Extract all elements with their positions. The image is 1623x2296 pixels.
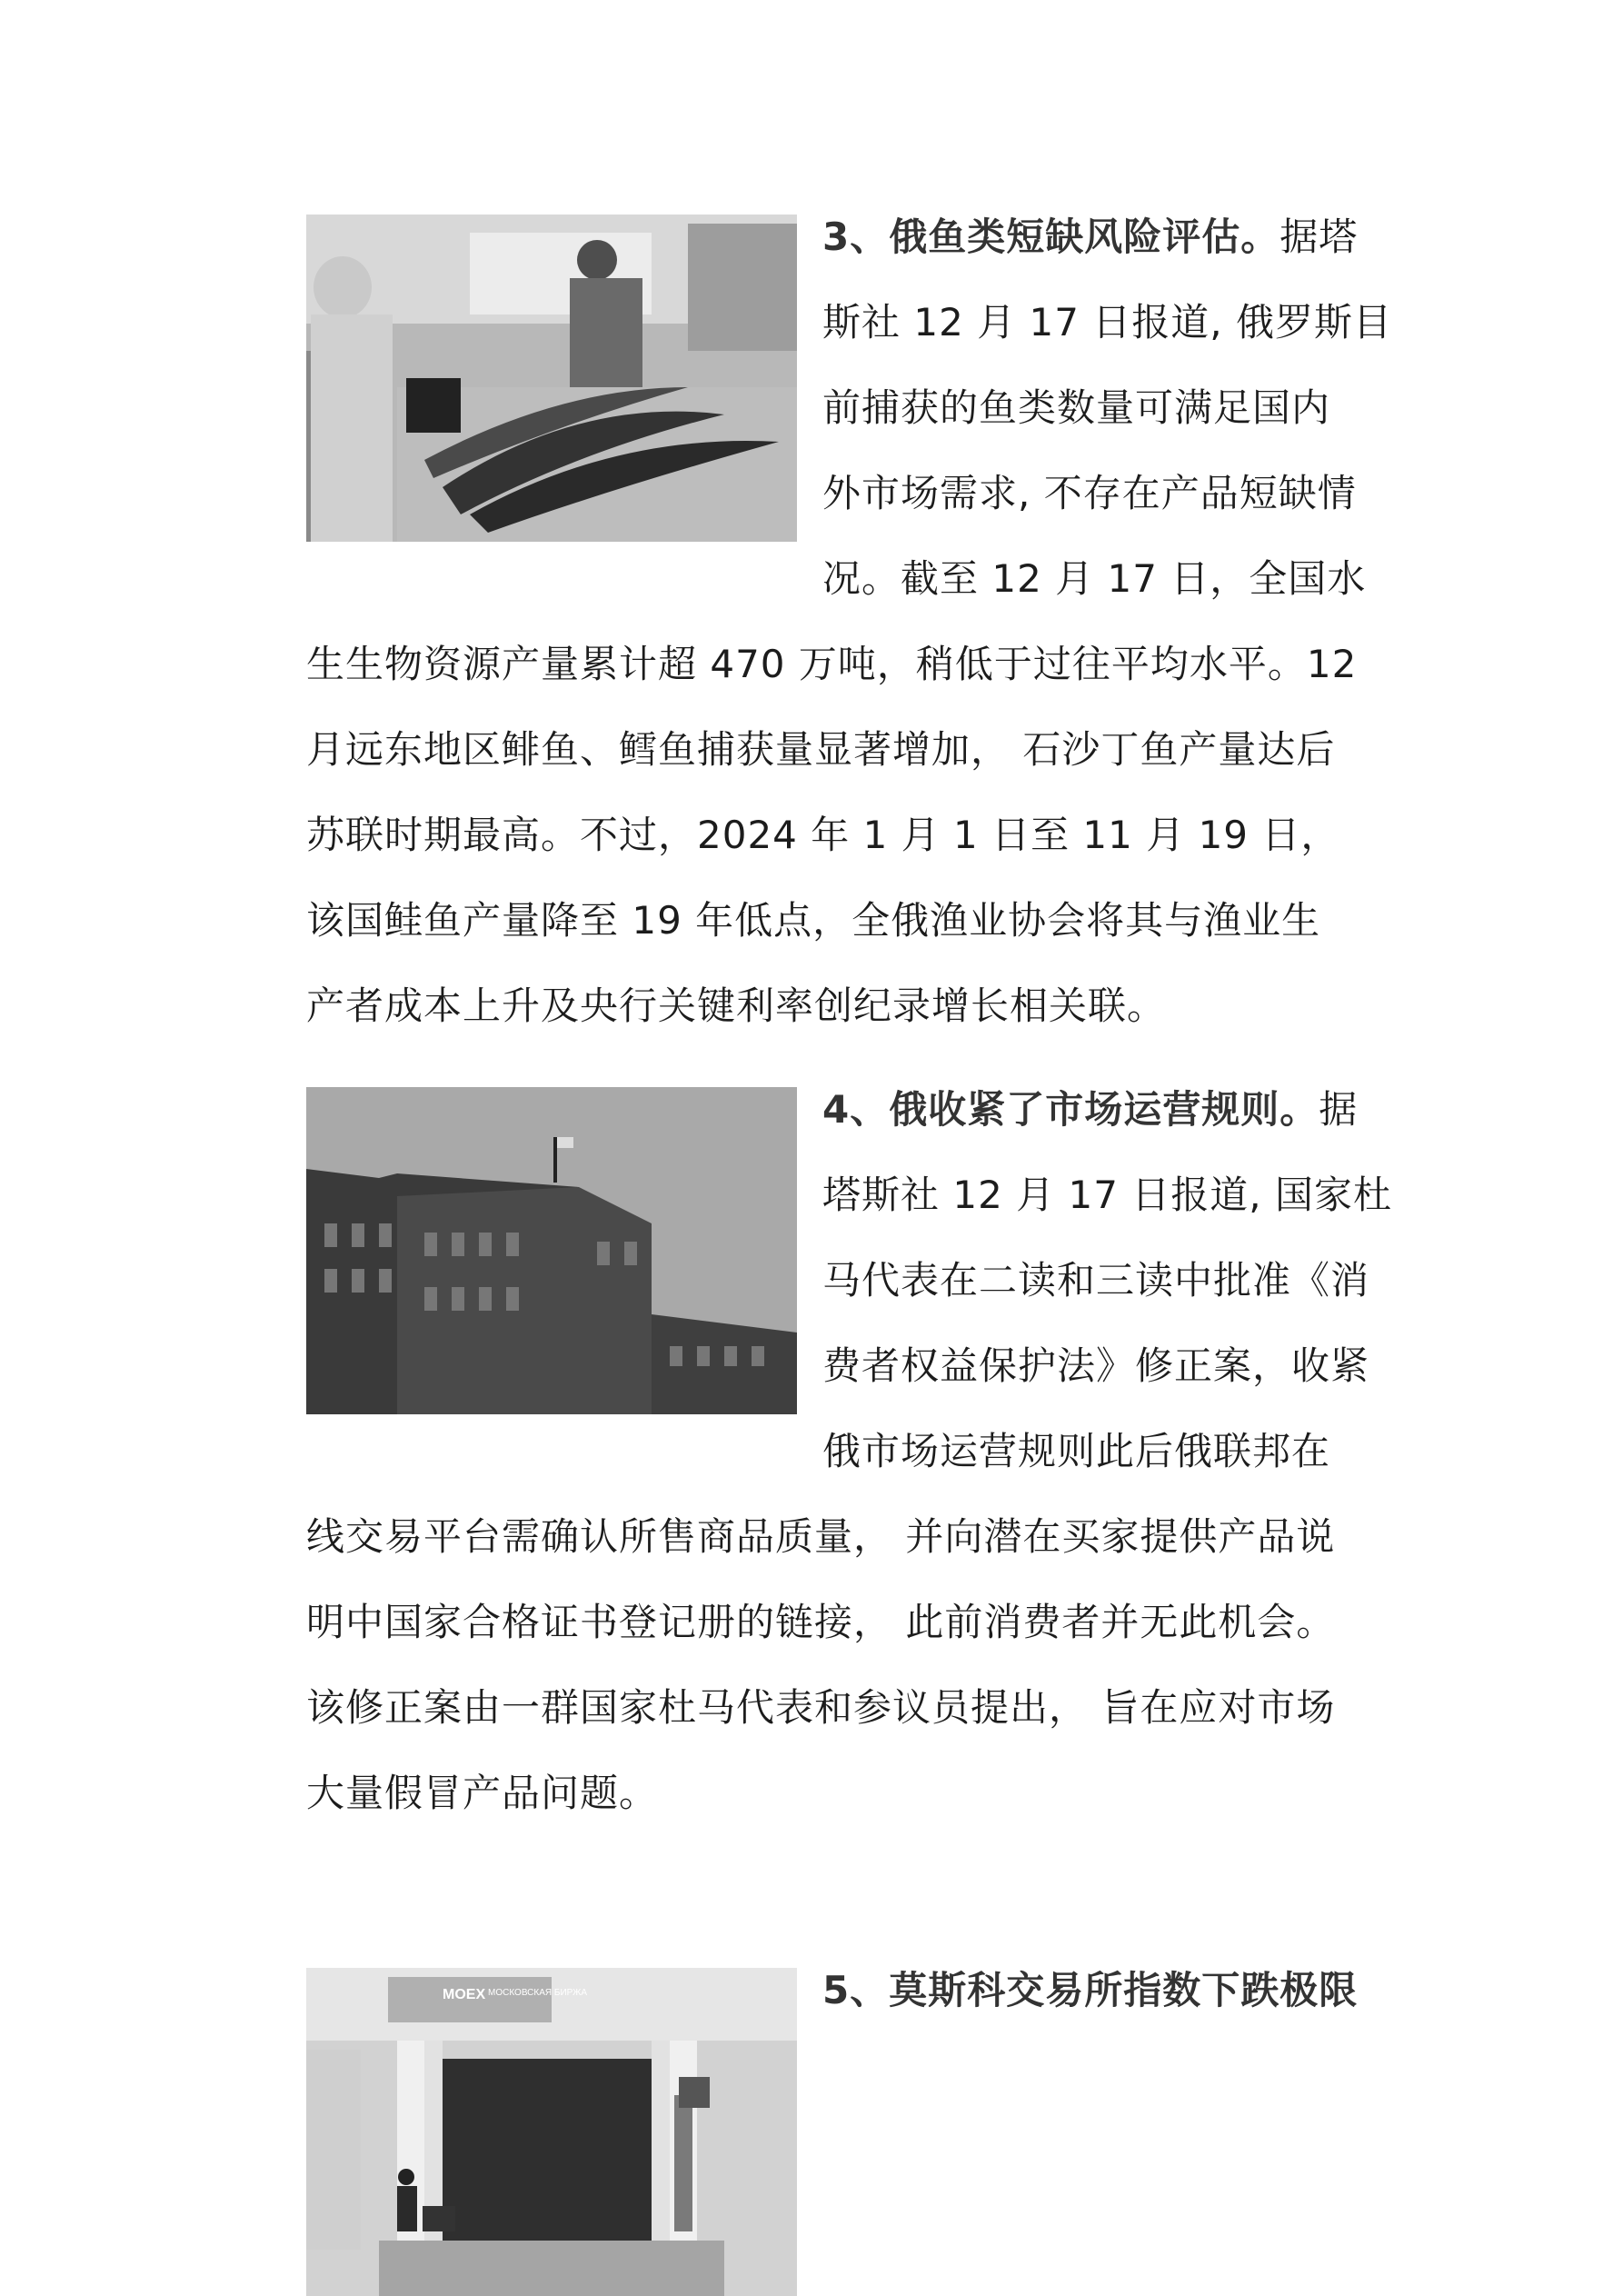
- section4-line: 马代表在二读和三读中批准《消: [822, 1258, 1370, 1303]
- section4-heading-text: 4、俄收紧了市场运营规则。: [822, 1087, 1319, 1132]
- section4-line: 明中国家合格证书登记册的链接， 此前消费者并无此机会。: [306, 1600, 1336, 1644]
- section3-line: 产者成本上升及央行关键利率创纪录增长相关联。: [306, 983, 1167, 1028]
- section4-heading: [822, 1089, 1358, 1131]
- section3-line: 斯社 12 月 17 日报道, 俄罗斯目: [822, 300, 1392, 344]
- state-duma-building-photo: [306, 1087, 797, 1414]
- section4-line: 该修正案由一群国家杜马代表和参议员提出， 旨在应对市场: [306, 1685, 1336, 1730]
- section3-line: 前捕获的鱼类数量可满足国内: [822, 385, 1331, 430]
- section3-line: 苏联时期最高。不过，2024 年 1 月 1 日至 11 月 19 日，: [306, 813, 1340, 857]
- section3-heading: [822, 216, 1358, 258]
- fish-market-photo: [306, 215, 797, 542]
- section4-line: 据: [1319, 1087, 1359, 1132]
- section4-line: 大量假冒产品问题。: [306, 1771, 659, 1815]
- moex-sign-text: MOEX: [443, 1987, 486, 2002]
- section4-line: 塔斯社 12 月 17 日报道, 国家杜: [822, 1173, 1392, 1217]
- section4-line: 费者权益保护法》修正案，收紧: [822, 1343, 1370, 1388]
- section3-line: 况。截至 12 月 17 日，全国水: [822, 556, 1367, 601]
- section5-heading: [822, 1970, 1358, 2011]
- section5-heading-text: 5、莫斯科交易所指数下跌极限: [822, 1968, 1359, 2012]
- section4-line: 线交易平台需确认所售商品质量， 并向潜在买家提供产品说: [306, 1514, 1336, 1559]
- section4-line: 俄市场运营规则此后俄联邦在: [822, 1429, 1331, 1473]
- section3-heading-text: 3、俄鱼类短缺风险评估。: [822, 215, 1280, 259]
- section3-line: 该国鲑鱼产量降至 19 年低点，全俄渔业协会将其与渔业生: [306, 898, 1321, 943]
- section3-line: 生生物资源产量累计超 470 万吨，稍低于过往平均水平。12: [306, 642, 1358, 686]
- section3-line: 月远东地区鲱鱼、鳕鱼捕获量显著增加， 石沙丁鱼产量达后: [306, 727, 1336, 772]
- section3-line: 外市场需求, 不存在产品短缺情: [822, 471, 1357, 515]
- moscow-exchange-photo: [306, 1968, 797, 2296]
- moex-sign-text-ru: МОСКОВСКАЯ БИРЖА: [488, 1988, 588, 1998]
- section3-line: 据塔: [1279, 215, 1359, 259]
